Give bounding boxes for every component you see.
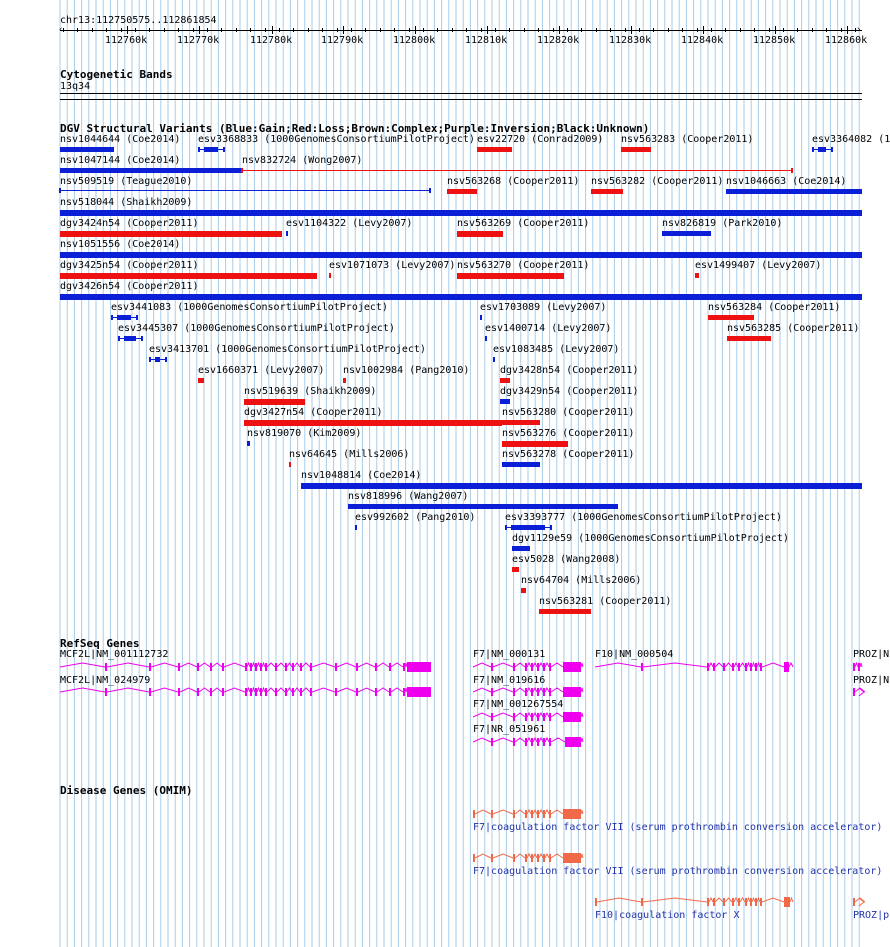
ruler-minor-tick [221, 28, 222, 32]
ruler-tick-mark [343, 26, 344, 34]
variant-label[interactable]: nsv518044 (Shaikh2009) [60, 197, 193, 208]
variant-span-end [59, 188, 61, 193]
ruler-minor-tick [538, 28, 539, 32]
ruler-minor-tick [437, 28, 438, 32]
ruler-axis [60, 30, 862, 31]
variant-label[interactable]: nsv1051556 (Coe2014) [60, 239, 181, 250]
ruler-minor-tick [135, 28, 136, 32]
omim-gene-model-f7-1[interactable] [473, 808, 583, 820]
refseq-gene-label[interactable]: MCF2L|NM_001112732 [60, 649, 169, 660]
variant-label[interactable]: esv22720 (Conrad2009) [477, 134, 604, 145]
variant-label[interactable]: dgv1129e59 (1000GenomesConsortiumPilotProject) [512, 533, 789, 544]
ruler-tick-mark [631, 26, 632, 34]
variant-bar[interactable] [204, 147, 218, 152]
refseq-gene-model-f7-2[interactable] [473, 686, 583, 698]
omim-gene-label[interactable]: F10|coagulation factor X [595, 910, 740, 921]
variant-bar[interactable] [60, 252, 862, 258]
variant-bar[interactable] [621, 147, 651, 152]
variant-whisker-end [812, 147, 814, 152]
refseq-gene-label[interactable]: F7|NM_000131 [473, 649, 546, 660]
variant-bar[interactable] [60, 210, 862, 216]
variant-label[interactable]: nsv818996 (Wang2007) [348, 491, 469, 502]
track-title-dgv[interactable]: DGV Structural Variants (Blue:Gain;Red:Loss;Brown:Complex;Purple:Inversion;Black:Unknown) [60, 122, 650, 135]
variant-label[interactable]: esv3441083 (1000GenomesConsortiumPilotProject) [111, 302, 388, 313]
ruler-minor-tick [682, 28, 683, 32]
variant-label[interactable]: esv992602 (Pang2010) [355, 512, 476, 523]
ruler-minor-tick [466, 28, 467, 32]
ruler-minor-tick [351, 28, 352, 32]
variant-span-line[interactable] [242, 170, 792, 171]
omim-gene-model-f7-2[interactable] [473, 852, 583, 864]
variant-whisker-end [223, 147, 225, 152]
variant-whisker-end [136, 315, 138, 320]
ruler-tick-mark [847, 26, 848, 34]
ruler-minor-tick [236, 28, 237, 32]
refseq-gene-model-f7-4[interactable] [473, 736, 583, 748]
variant-bar[interactable] [457, 273, 564, 279]
refseq-gene-label[interactable]: F7|NM_019616 [473, 675, 546, 686]
ruler-minor-tick [596, 28, 597, 32]
ruler-minor-tick [524, 28, 525, 32]
omim-gene-model-f10[interactable] [595, 896, 815, 908]
ruler-tick-mark [487, 26, 488, 34]
variant-bar[interactable] [244, 420, 502, 426]
ruler-minor-tick [653, 28, 654, 32]
variant-label[interactable]: dgv3427n54 (Cooper2011) [244, 407, 383, 418]
ruler-minor-tick [567, 28, 568, 32]
refseq-gene-model-proz-2[interactable] [853, 686, 865, 698]
variant-label[interactable]: esv3393777 (1000GenomesConsortiumPilotProject) [505, 512, 782, 523]
variant-bar[interactable] [286, 231, 288, 236]
refseq-gene-label[interactable]: F7|NR_051961 [473, 724, 546, 735]
variant-bar[interactable] [155, 357, 160, 362]
ruler-minor-tick [610, 28, 611, 32]
location-label: chr13:112750575..112861854 [60, 15, 217, 26]
variant-bar[interactable] [289, 462, 291, 467]
ruler-minor-tick [697, 28, 698, 32]
ruler-minor-tick [121, 28, 122, 32]
refseq-gene-label[interactable]: F7|NM_001267554 [473, 699, 564, 710]
variant-bar[interactable] [301, 483, 862, 489]
omim-gene-label[interactable]: PROZ|p [853, 910, 890, 921]
variant-label[interactable]: nsv563270 (Cooper2011) [457, 260, 590, 271]
ruler-tick-label: 112850k [753, 35, 796, 46]
ruler-minor-tick [322, 28, 323, 32]
variant-bar[interactable] [500, 378, 510, 383]
variant-span-end [429, 188, 431, 193]
ruler-minor-tick [509, 28, 510, 32]
cytoband-line-bottom [60, 99, 862, 100]
ruler-left-arrow-icon: ‹ [58, 25, 64, 35]
variant-label[interactable]: esv1104322 (Levy2007) [286, 218, 413, 229]
variant-label[interactable]: nsv1047144 (Coe2014) [60, 155, 181, 166]
variant-label[interactable]: nsv563284 (Cooper2011) [708, 302, 841, 313]
ruler-minor-tick [265, 28, 266, 32]
variant-label[interactable]: esv5028 (Wang2008) [512, 554, 621, 565]
ruler-tick-label: 112770k [177, 35, 220, 46]
variant-bar[interactable] [512, 567, 519, 572]
variant-label[interactable]: esv1083485 (Levy2007) [493, 344, 620, 355]
variant-label[interactable]: nsv563278 (Cooper2011) [502, 449, 635, 460]
ruler-minor-tick [668, 28, 669, 32]
variant-bar[interactable] [60, 273, 317, 279]
refseq-gene-model-f7-3[interactable] [473, 711, 583, 723]
refseq-gene-label[interactable]: MCF2L|NM_024979 [60, 675, 151, 686]
variant-bar[interactable] [512, 546, 530, 551]
refseq-gene-label[interactable]: PROZ|N [853, 675, 890, 686]
variant-bar[interactable] [695, 273, 699, 278]
ruler-minor-tick [250, 28, 251, 32]
ruler-minor-tick [365, 28, 366, 32]
variant-bar[interactable] [662, 231, 711, 236]
ruler-minor-tick [841, 28, 842, 32]
variant-label[interactable]: nsv563283 (Cooper2011) [621, 134, 754, 145]
variant-bar[interactable] [343, 378, 346, 383]
variant-bar[interactable] [727, 336, 771, 341]
ruler-minor-tick [423, 28, 424, 32]
variant-label[interactable]: dgv3426n54 (Cooper2011) [60, 281, 199, 292]
variant-bar[interactable] [493, 357, 495, 362]
variant-label[interactable]: esv3413701 (1000GenomesConsortiumPilotProject) [149, 344, 426, 355]
variant-label[interactable]: nsv563282 (Cooper2011) [591, 176, 724, 187]
ruler-minor-tick [754, 28, 755, 32]
variant-bar[interactable] [447, 189, 477, 194]
variant-bar[interactable] [502, 462, 540, 467]
variant-bar[interactable] [60, 147, 114, 152]
ruler-minor-tick [337, 28, 338, 32]
variant-bar[interactable] [502, 420, 540, 425]
variant-label[interactable]: nsv563281 (Cooper2011) [539, 596, 672, 607]
variant-label[interactable]: nsv1002984 (Pang2010) [343, 365, 470, 376]
variant-bar[interactable] [539, 609, 591, 614]
variant-label[interactable]: nsv563280 (Cooper2011) [502, 407, 635, 418]
ruler-tick-mark [775, 26, 776, 34]
cytoband-line-top [60, 93, 862, 94]
cytoband-label[interactable]: 13q34 [60, 81, 91, 92]
variant-bar[interactable] [485, 336, 487, 341]
variant-label[interactable]: nsv819070 (Kim2009) [247, 428, 362, 439]
ruler-right-arrow-icon: › [856, 25, 862, 35]
refseq-gene-model-f7-1[interactable] [473, 661, 583, 673]
ruler-minor-tick [293, 28, 294, 32]
variant-label[interactable]: nsv832724 (Wong2007) [242, 155, 363, 166]
variant-whisker-end [118, 336, 120, 341]
ruler-tick-label: 112790k [321, 35, 364, 46]
variant-label[interactable]: esv1071073 (Levy2007) [329, 260, 456, 271]
variant-bar[interactable] [511, 525, 545, 530]
variant-label[interactable]: dgv3425n54 (Cooper2011) [60, 260, 199, 271]
variant-label[interactable]: nsv563269 (Cooper2011) [457, 218, 590, 229]
variant-bar[interactable] [244, 399, 305, 405]
variant-label[interactable]: nsv519639 (Shaikh2009) [244, 386, 377, 397]
variant-whisker-end [149, 357, 151, 362]
ruler-minor-tick [164, 28, 165, 32]
variant-bar[interactable] [247, 441, 250, 446]
variant-bar[interactable] [726, 189, 862, 194]
variant-whisker-end [505, 525, 507, 530]
ruler-minor-tick [711, 28, 712, 32]
ruler-minor-tick [279, 28, 280, 32]
ruler-tick-label: 112800k [393, 35, 436, 46]
variant-bar[interactable] [60, 168, 242, 173]
variant-label[interactable]: esv3445307 (1000GenomesConsortiumPilotProject) [118, 323, 395, 334]
ruler-minor-tick [725, 28, 726, 32]
variant-bar[interactable] [355, 525, 357, 530]
refseq-gene-model-f10[interactable] [595, 661, 815, 673]
variant-label[interactable]: nsv1046663 (Coe2014) [726, 176, 847, 187]
omim-gene-label[interactable]: F7|coagulation factor VII (serum prothrombin conversion accelerator) [473, 822, 883, 833]
variant-label[interactable]: nsv509519 (Teague2010) [60, 176, 193, 187]
variant-span-end [791, 168, 793, 173]
omim-gene-model-proz[interactable] [853, 896, 865, 908]
variant-bar[interactable] [708, 315, 754, 320]
variant-label[interactable]: esv1400714 (Levy2007) [485, 323, 612, 334]
ruler-minor-tick [812, 28, 813, 32]
ruler-tick-mark [703, 26, 704, 34]
ruler-minor-tick [394, 28, 395, 32]
variant-label[interactable]: nsv826819 (Park2010) [662, 218, 783, 229]
variant-bar[interactable] [591, 189, 623, 194]
ruler-minor-tick [77, 28, 78, 32]
variant-bar[interactable] [500, 399, 510, 404]
ruler-tick-label: 112830k [609, 35, 652, 46]
ruler-minor-tick [193, 28, 194, 32]
variant-label[interactable]: dgv3424n54 (Cooper2011) [60, 218, 199, 229]
ruler-tick-label: 112840k [681, 35, 724, 46]
variant-whisker-end [141, 336, 143, 341]
ruler-tick-label: 112820k [537, 35, 580, 46]
ruler-tick-label: 112780k [250, 35, 293, 46]
variant-label[interactable]: esv3368833 (1000GenomesConsortiumPilotProject) [198, 134, 475, 145]
variant-bar[interactable] [348, 504, 618, 509]
ruler-minor-tick [106, 28, 107, 32]
variant-label[interactable]: esv3364082 (1 [812, 134, 890, 145]
variant-whisker-end [831, 147, 833, 152]
variant-bar[interactable] [480, 315, 482, 320]
ruler-minor-tick [207, 28, 208, 32]
ruler-minor-tick [308, 28, 309, 32]
track-title-cytoband[interactable]: Cytogenetic Bands [60, 68, 173, 81]
ruler-tick-label: 112760k [105, 35, 148, 46]
ruler-minor-tick [826, 28, 827, 32]
variant-span-end [241, 168, 243, 173]
ruler-minor-tick [178, 28, 179, 32]
refseq-gene-label[interactable]: F10|NM_000504 [595, 649, 674, 660]
variant-label[interactable]: nsv64704 (Mills2006) [521, 575, 642, 586]
variant-bar[interactable] [818, 147, 826, 152]
refseq-gene-model-proz-1[interactable] [853, 661, 862, 673]
ruler-minor-tick [740, 28, 741, 32]
variant-whisker-end [550, 525, 552, 530]
variant-label[interactable]: nsv563276 (Cooper2011) [502, 428, 635, 439]
variant-bar[interactable] [521, 588, 526, 593]
variant-whisker-end [111, 315, 113, 320]
track-title-omim[interactable]: Disease Genes (OMIM) [60, 784, 193, 797]
variant-label[interactable]: dgv3428n54 (Cooper2011) [500, 365, 639, 376]
variant-whisker-end [165, 357, 167, 362]
track-title-refseq[interactable]: RefSeq Genes [60, 637, 140, 650]
variant-bar[interactable] [60, 231, 282, 237]
ruler-minor-tick [797, 28, 798, 32]
ruler-minor-tick [783, 28, 784, 32]
ruler-minor-tick [625, 28, 626, 32]
variant-bar[interactable] [198, 378, 204, 383]
ruler-minor-tick [639, 28, 640, 32]
ruler-tick-label: 112860k [825, 35, 868, 46]
ruler-minor-tick [855, 28, 856, 32]
variant-bar[interactable] [477, 147, 512, 152]
variant-span-line[interactable] [60, 190, 430, 191]
ruler-minor-tick [581, 28, 582, 32]
variant-bar[interactable] [457, 231, 503, 237]
refseq-gene-label[interactable]: PROZ|N [853, 649, 890, 660]
variant-label[interactable]: nsv1048814 (Coe2014) [301, 470, 422, 481]
ruler-minor-tick [553, 28, 554, 32]
ruler-tick-mark [415, 26, 416, 34]
refseq-gene-model-mcf2l-2[interactable] [60, 686, 431, 698]
variant-bar[interactable] [117, 315, 131, 320]
refseq-gene-model-mcf2l-1[interactable] [60, 661, 431, 673]
variant-label[interactable]: esv1703089 (Levy2007) [480, 302, 607, 313]
ruler-minor-tick [481, 28, 482, 32]
variant-label[interactable]: nsv64645 (Mills2006) [289, 449, 410, 460]
variant-label[interactable]: nsv1044644 (Coe2014) [60, 134, 181, 145]
omim-gene-label[interactable]: F7|coagulation factor VII (serum prothrombin conversion accelerator) [473, 866, 883, 877]
ruler-tick-mark [127, 26, 128, 34]
variant-label[interactable]: nsv563285 (Cooper2011) [727, 323, 860, 334]
ruler-tick-mark [199, 26, 200, 34]
ruler-tick-mark [272, 26, 273, 34]
ruler-minor-tick [63, 28, 64, 32]
variant-label[interactable]: esv1499407 (Levy2007) [695, 260, 822, 271]
ruler-minor-tick [92, 28, 93, 32]
ruler-minor-tick [495, 28, 496, 32]
ruler-tick-mark [559, 26, 560, 34]
ruler-tick-label: 112810k [465, 35, 508, 46]
ruler-minor-tick [380, 28, 381, 32]
ruler-minor-tick [149, 28, 150, 32]
ruler-minor-tick [452, 28, 453, 32]
variant-label[interactable]: dgv3429n54 (Cooper2011) [500, 386, 639, 397]
ruler-minor-tick [769, 28, 770, 32]
variant-label[interactable]: esv1660371 (Levy2007) [198, 365, 325, 376]
variant-bar[interactable] [329, 273, 331, 278]
variant-bar[interactable] [124, 336, 136, 341]
variant-bar[interactable] [60, 294, 862, 300]
ruler-minor-tick [409, 28, 410, 32]
variant-whisker-end [198, 147, 200, 152]
variant-label[interactable]: nsv563268 (Cooper2011) [447, 176, 580, 187]
variant-bar[interactable] [502, 441, 568, 447]
